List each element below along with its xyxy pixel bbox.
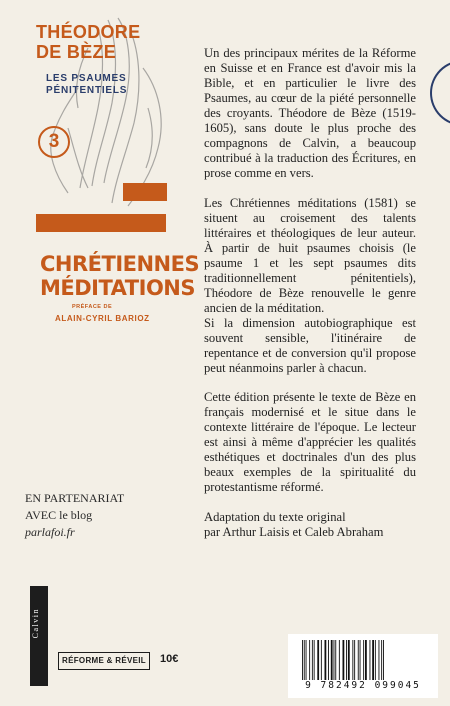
barcode-bar bbox=[321, 640, 322, 680]
barcode bbox=[288, 634, 438, 698]
publisher-name: Calvin bbox=[31, 608, 40, 639]
series-title bbox=[46, 73, 127, 97]
collection-badge: RÉFORME & RÉVEIL bbox=[58, 652, 150, 670]
barcode-bar bbox=[352, 640, 353, 680]
barcode-bar bbox=[325, 640, 327, 680]
author-line-2: DE BÈZE bbox=[36, 42, 117, 62]
barcode-bar bbox=[331, 640, 333, 680]
partnership-line-1: EN PARTENARIAT bbox=[25, 491, 125, 505]
preface-label: PRÉFACE DE bbox=[72, 304, 113, 310]
book-title bbox=[40, 252, 200, 300]
volume-number-badge: 3 bbox=[38, 126, 70, 158]
barcode-number: 9 782492 099045 bbox=[305, 680, 421, 691]
back-cover-text bbox=[204, 46, 416, 540]
title-line-2: MÉDITATIONS bbox=[40, 276, 195, 300]
barcode-bar bbox=[317, 640, 319, 680]
barcode-bar bbox=[314, 640, 315, 680]
series-line-2: PÉNITENTIELS bbox=[46, 85, 128, 96]
barcode-bar bbox=[328, 640, 329, 680]
barcode-bar bbox=[381, 640, 382, 680]
barcode-bar bbox=[334, 640, 335, 680]
barcode-bar bbox=[312, 640, 313, 680]
barcode-bar bbox=[306, 640, 307, 680]
barcode-bars bbox=[300, 640, 426, 682]
barcode-bar bbox=[339, 640, 340, 680]
decorative-bar-top bbox=[123, 183, 167, 201]
title-line-1: CHRÉTIENNES bbox=[40, 252, 200, 276]
author-line-1: THÉODORE bbox=[36, 22, 141, 42]
series-line-1: LES PSAUMES bbox=[46, 73, 127, 84]
barcode-bar bbox=[354, 640, 355, 680]
barcode-bar bbox=[363, 640, 364, 680]
adaptation-line-1: Adaptation du texte original bbox=[204, 509, 346, 524]
preface-author: ALAIN-CYRIL BARIOZ bbox=[55, 314, 150, 323]
barcode-bar bbox=[383, 640, 384, 680]
barcode-bar bbox=[358, 640, 359, 680]
barcode-bar bbox=[343, 640, 345, 680]
barcode-bar bbox=[346, 640, 347, 680]
paragraph-2: Les Chrétiennes méditations (1581) se situent au croisement des talents littéraires et théologiques de leur auteur. À partir de huit psaumes choisis (le psaume 1 et les sept psaumes dits traditionnellement pénitentiels), Théodore de Bèze renouvelle le genre ancien de la méditation. bbox=[204, 195, 416, 315]
barcode-bar bbox=[360, 640, 361, 680]
partnership-line-2: AVEC le blog bbox=[25, 508, 93, 522]
paragraph-3: Si la dimension autobiographique est souvent sensible, l'itinéraire de repentance et de conversion qu'il propose peut néanmoins parler à chacun. bbox=[204, 315, 416, 375]
decorative-bar-bottom bbox=[36, 214, 166, 232]
barcode-bar bbox=[302, 640, 303, 680]
paragraph-1: Un des principaux mérites de la Réforme en Suisse et en France est d'avoir mis la Bible, et en particulier le livre des Psaumes, au cœur de la piété personnelle des croyants. Théodore de Bèze (1519-1605), sans doute le plus proche des compagnons de Calvin, a beaucoup contribué à la traduction des Écritures, en prose comme en vers. bbox=[204, 46, 416, 180]
partner-site-link[interactable]: parlafoi.fr bbox=[25, 525, 75, 539]
barcode-bar bbox=[335, 640, 336, 680]
price: 10€ bbox=[160, 653, 179, 665]
paragraph-4: Cette édition présente le texte de Bèze en français modernisé et le situe dans le contexte littéraire de l'époque. Le lecteur est ainsi à même d'apprécier les qualités esthétiques et doctrinales d'un des plus beaux exemples de la spiritualité du protestantisme réformé. bbox=[204, 390, 416, 494]
barcode-bar bbox=[309, 640, 310, 680]
barcode-bar bbox=[375, 640, 376, 680]
barcode-bar bbox=[372, 640, 374, 680]
barcode-bar bbox=[370, 640, 371, 680]
barcode-bar bbox=[304, 640, 305, 680]
decorative-arc bbox=[430, 60, 450, 126]
partnership-note bbox=[25, 490, 160, 541]
barcode-bar bbox=[348, 640, 350, 680]
adaptation-line-2: par Arthur Laisis et Caleb Abraham bbox=[204, 524, 384, 539]
adaptation-credit bbox=[204, 510, 416, 540]
author-name bbox=[36, 22, 140, 62]
barcode-bar bbox=[365, 640, 367, 680]
barcode-bar bbox=[379, 640, 380, 680]
